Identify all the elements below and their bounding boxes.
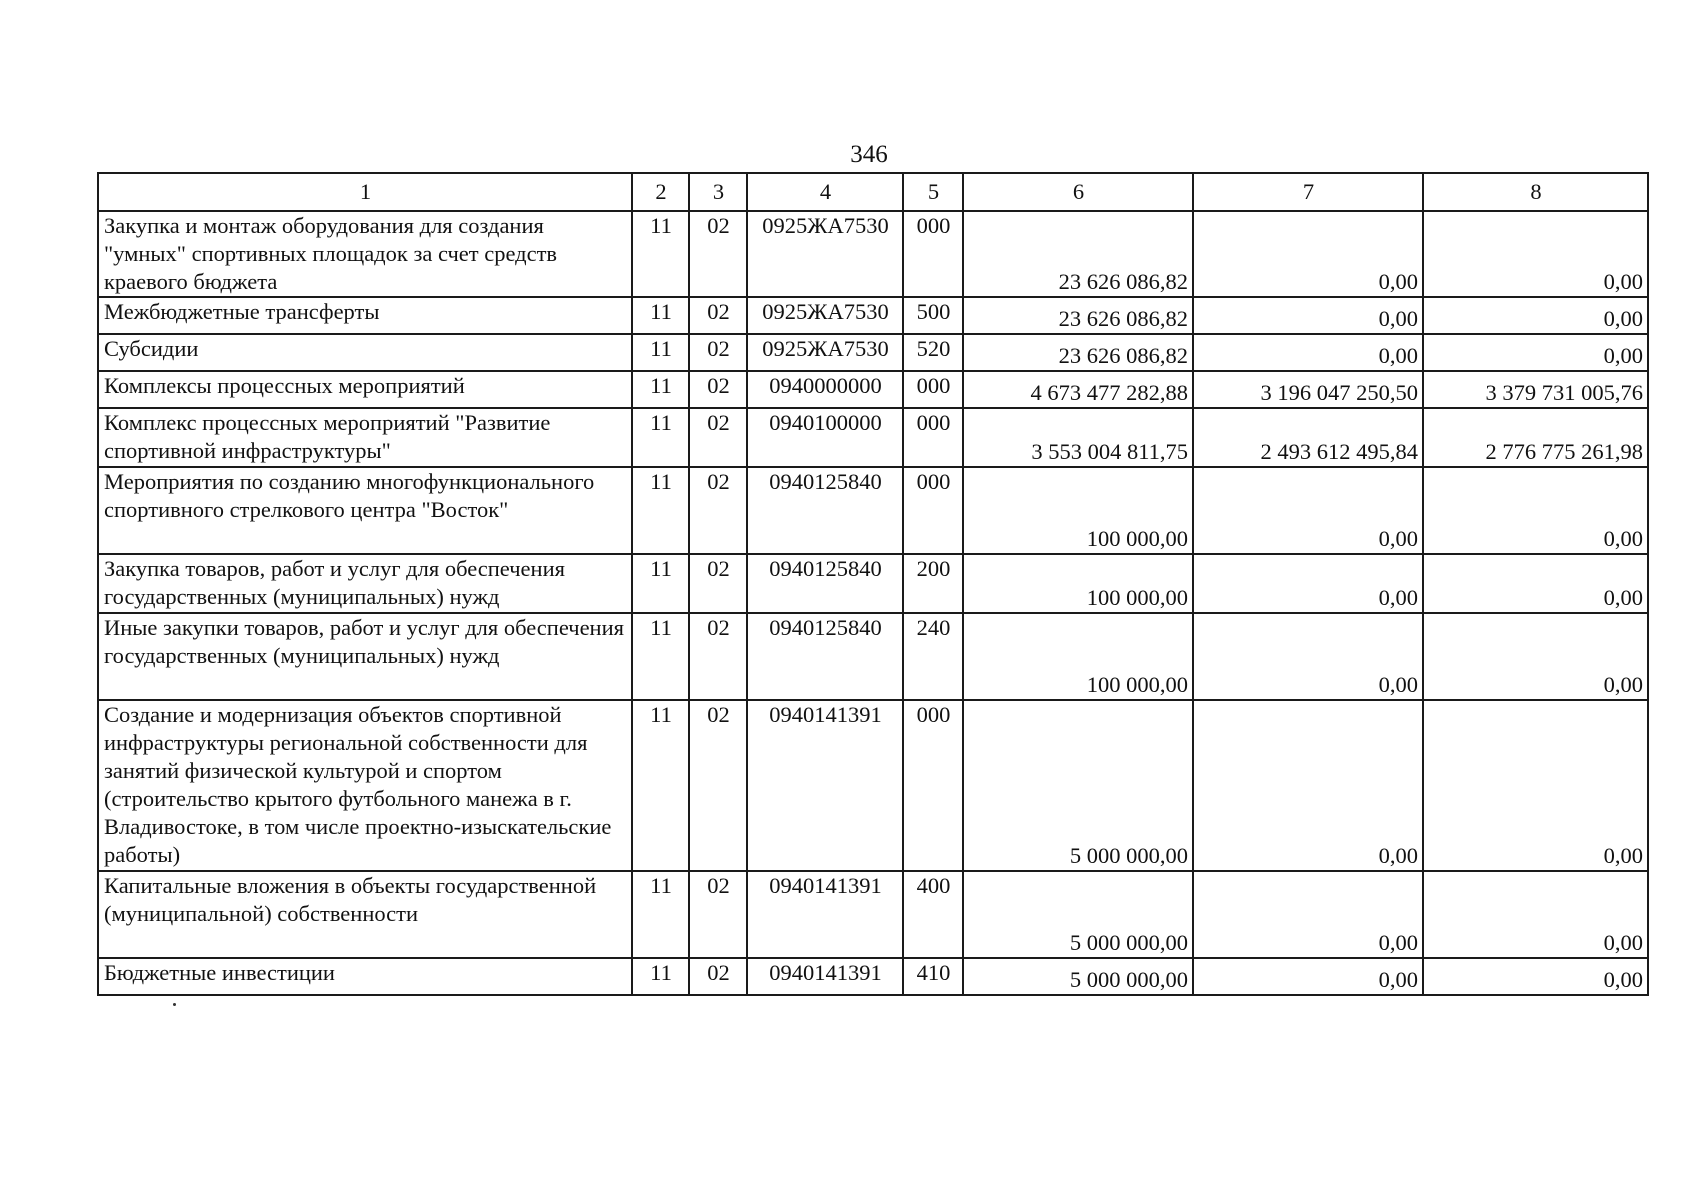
target-code: 0940141391	[747, 958, 903, 995]
table-header-row	[98, 173, 1648, 211]
row-name: Капитальные вложения в объекты государственной (муниципальной) собственности	[98, 871, 632, 958]
amount-col7: 0,00	[1193, 297, 1423, 334]
expense-kind-code: 400	[903, 871, 963, 958]
amount-col6: 100 000,00	[963, 467, 1193, 554]
table-row	[98, 554, 1648, 613]
amount-col6: 23 626 086,82	[963, 211, 1193, 297]
subsection-code: 02	[689, 334, 747, 371]
amount-col7: 3 196 047 250,50	[1193, 371, 1423, 408]
expense-kind-code: 520	[903, 334, 963, 371]
subsection-code: 02	[689, 297, 747, 334]
column-header: 2	[632, 173, 689, 211]
target-code: 0940125840	[747, 554, 903, 613]
target-code: 0940125840	[747, 613, 903, 700]
subsection-code: 02	[689, 467, 747, 554]
subsection-code: 02	[689, 871, 747, 958]
target-code: 0940141391	[747, 871, 903, 958]
expense-kind-code: 000	[903, 211, 963, 297]
amount-col8: 0,00	[1423, 613, 1648, 700]
budget-table	[97, 172, 1649, 996]
row-name: Закупка и монтаж оборудования для создания "умных" спортивных площадок за счет средств краевого бюджета	[98, 211, 632, 297]
amount-col6: 5 000 000,00	[963, 700, 1193, 871]
section-code: 11	[632, 211, 689, 297]
column-header: 1	[98, 173, 632, 211]
scan-speck	[173, 1003, 176, 1006]
subsection-code: 02	[689, 958, 747, 995]
amount-col8: 3 379 731 005,76	[1423, 371, 1648, 408]
expense-kind-code: 000	[903, 700, 963, 871]
table-row	[98, 700, 1648, 871]
section-code: 11	[632, 613, 689, 700]
amount-col7: 0,00	[1193, 334, 1423, 371]
amount-col7: 0,00	[1193, 613, 1423, 700]
target-code: 0925ЖА7530	[747, 334, 903, 371]
target-code: 0940141391	[747, 700, 903, 871]
column-header: 6	[963, 173, 1193, 211]
amount-col7: 0,00	[1193, 467, 1423, 554]
amount-col8: 0,00	[1423, 297, 1648, 334]
expense-kind-code: 200	[903, 554, 963, 613]
amount-col8: 0,00	[1423, 467, 1648, 554]
section-code: 11	[632, 958, 689, 995]
amount-col7: 0,00	[1193, 700, 1423, 871]
amount-col6: 3 553 004 811,75	[963, 408, 1193, 467]
amount-col6: 4 673 477 282,88	[963, 371, 1193, 408]
subsection-code: 02	[689, 211, 747, 297]
column-header: 7	[1193, 173, 1423, 211]
amount-col6: 100 000,00	[963, 554, 1193, 613]
table-row	[98, 958, 1648, 995]
amount-col6: 5 000 000,00	[963, 871, 1193, 958]
amount-col8: 0,00	[1423, 958, 1648, 995]
section-code: 11	[632, 554, 689, 613]
expense-kind-code: 410	[903, 958, 963, 995]
row-name: Комплексы процессных мероприятий	[98, 371, 632, 408]
target-code: 0925ЖА7530	[747, 297, 903, 334]
row-name: Закупка товаров, работ и услуг для обеспечения государственных (муниципальных) нужд	[98, 554, 632, 613]
section-code: 11	[632, 408, 689, 467]
column-header: 5	[903, 173, 963, 211]
section-code: 11	[632, 371, 689, 408]
row-name: Иные закупки товаров, работ и услуг для обеспечения государственных (муниципальных) нужд	[98, 613, 632, 700]
table-row	[98, 371, 1648, 408]
section-code: 11	[632, 467, 689, 554]
target-code: 0925ЖА7530	[747, 211, 903, 297]
amount-col7: 0,00	[1193, 871, 1423, 958]
row-name: Комплекс процессных мероприятий "Развитие спортивной инфраструктуры"	[98, 408, 632, 467]
table-row	[98, 408, 1648, 467]
target-code: 0940125840	[747, 467, 903, 554]
table-row	[98, 211, 1648, 297]
expense-kind-code: 000	[903, 371, 963, 408]
target-code: 0940100000	[747, 408, 903, 467]
amount-col8: 0,00	[1423, 554, 1648, 613]
expense-kind-code: 000	[903, 408, 963, 467]
subsection-code: 02	[689, 613, 747, 700]
table-row	[98, 467, 1648, 554]
table-row	[98, 613, 1648, 700]
amount-col7: 0,00	[1193, 958, 1423, 995]
amount-col7: 0,00	[1193, 211, 1423, 297]
subsection-code: 02	[689, 408, 747, 467]
amount-col6: 23 626 086,82	[963, 297, 1193, 334]
amount-col8: 0,00	[1423, 871, 1648, 958]
expense-kind-code: 500	[903, 297, 963, 334]
column-header: 4	[747, 173, 903, 211]
amount-col6: 100 000,00	[963, 613, 1193, 700]
expense-kind-code: 000	[903, 467, 963, 554]
amount-col8: 0,00	[1423, 211, 1648, 297]
section-code: 11	[632, 297, 689, 334]
section-code: 11	[632, 700, 689, 871]
amount-col8: 2 776 775 261,98	[1423, 408, 1648, 467]
row-name: Бюджетные инвестиции	[98, 958, 632, 995]
row-name: Создание и модернизация объектов спортивной инфраструктуры региональной собственности для занятий физической культурой и спортом (строительство крытого футбольного манежа в г. Владивостоке, в том числе проектно-изыскательские работы)	[98, 700, 632, 871]
amount-col6: 5 000 000,00	[963, 958, 1193, 995]
section-code: 11	[632, 871, 689, 958]
column-header: 3	[689, 173, 747, 211]
subsection-code: 02	[689, 554, 747, 613]
table-row	[98, 334, 1648, 371]
target-code: 0940000000	[747, 371, 903, 408]
amount-col7: 0,00	[1193, 554, 1423, 613]
column-header: 8	[1423, 173, 1648, 211]
amount-col8: 0,00	[1423, 334, 1648, 371]
table-row	[98, 871, 1648, 958]
page-number: 346	[850, 141, 888, 168]
amount-col7: 2 493 612 495,84	[1193, 408, 1423, 467]
subsection-code: 02	[689, 371, 747, 408]
amount-col6: 23 626 086,82	[963, 334, 1193, 371]
section-code: 11	[632, 334, 689, 371]
row-name: Субсидии	[98, 334, 632, 371]
subsection-code: 02	[689, 700, 747, 871]
expense-kind-code: 240	[903, 613, 963, 700]
table-row	[98, 297, 1648, 334]
amount-col8: 0,00	[1423, 700, 1648, 871]
row-name: Мероприятия по созданию многофункционального спортивного стрелкового центра "Восток"	[98, 467, 632, 554]
row-name: Межбюджетные трансферты	[98, 297, 632, 334]
